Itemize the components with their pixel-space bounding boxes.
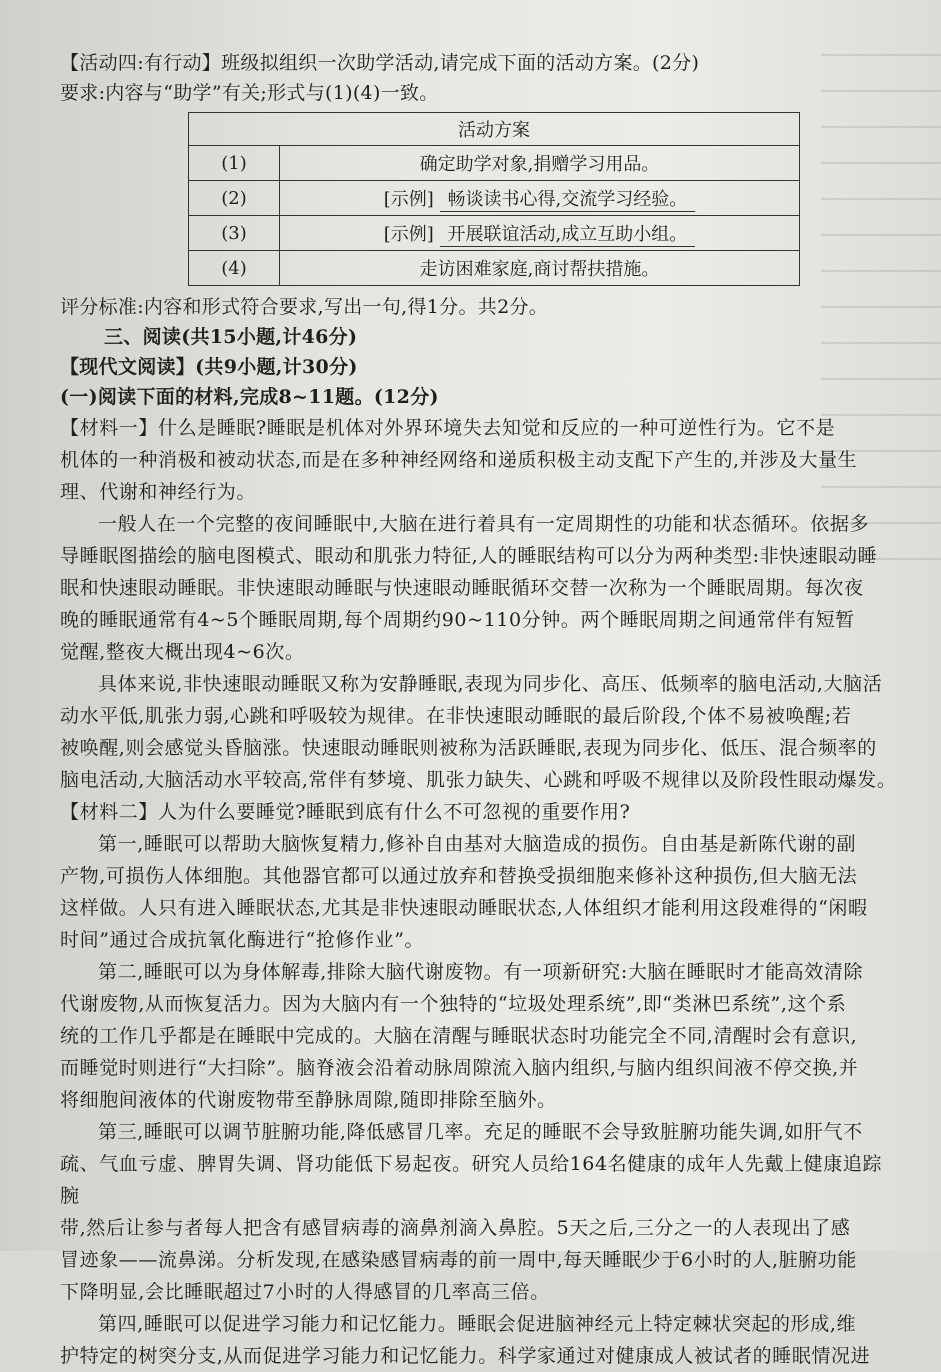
activity-plan-table (188, 112, 800, 286)
passage-line: 统的工作几乎都是在睡眠中完成的。大脑在清醒与睡眠状态时功能完全不同,清醒时会有意识, (60, 1025, 858, 1047)
row-text: 确定助学对象,捐赠学习用品。 (280, 146, 800, 181)
table-row (189, 251, 800, 286)
activity-heading: 【活动四:有行动】班级拟组织一次助学活动,请完成下面的活动方案。(2分) (60, 52, 700, 74)
table-title: 活动方案 (189, 113, 800, 146)
reading-passage (60, 412, 900, 1372)
document-content (60, 48, 900, 1372)
passage-line: 动水平低,肌张力弱,心跳和呼吸较为规律。在非快速眼动睡眠的最后阶段,个体不易被唤醒;若 (60, 705, 852, 727)
row-number: (4) (189, 251, 280, 286)
table-row (189, 216, 800, 251)
passage-line: 时间”通过合成抗氧化酶进行“抢修作业”。 (60, 929, 425, 951)
row-text: 走访困难家庭,商讨帮扶措施。 (280, 251, 800, 286)
passage-line: 护特定的树突分支,从而促进学习能力和记忆能力。科学家通过对健康成人被试者的睡眠情况进 (60, 1345, 871, 1367)
row-number: (2) (189, 181, 280, 216)
passage-line: 导睡眠图描绘的脑电图模式、眼动和肌张力特征,人的睡眠结构可以分为两种类型:非快速眼动睡 (60, 545, 878, 567)
passage-line: 具体来说,非快速眼动睡眠又称为安静睡眠,表现为同步化、高压、低频率的脑电活动,大脑活 (98, 673, 883, 695)
passage-line: 脑电活动,大脑活动水平较高,常伴有梦境、肌张力缺失、心跳和呼吸不规律以及阶段性眼动爆发。 (60, 769, 897, 791)
passage-line: 第三,睡眠可以调节脏腑功能,降低感冒几率。充足的睡眠不会导致脏腑功能失调,如肝气不 (98, 1121, 863, 1143)
row-number: (3) (189, 216, 280, 251)
passage-line: 冒迹象——流鼻涕。分析发现,在感染感冒病毒的前一周中,每天睡眠少于6小时的人,脏腑功能 (60, 1249, 858, 1271)
row-number: (1) (189, 146, 280, 181)
example-tag: [示例] (383, 224, 434, 245)
row-answer (280, 181, 800, 216)
row-answer (280, 216, 800, 251)
passage-line: 机体的一种消极和被动状态,而是在多种神经网络和递质积极主动支配下产生的,并涉及大量生 (60, 449, 858, 471)
passage-line: 第一,睡眠可以帮助大脑恢复精力,修补自由基对大脑造成的损伤。自由基是新陈代谢的副 (98, 833, 857, 855)
section-title: 三、阅读(共15小题,计46分) (104, 326, 358, 348)
activity-requirement: 要求:内容与“助学”有关;形式与(1)(4)一致。 (60, 82, 439, 104)
passage-line: 觉醒,整夜大概出现4~6次。 (60, 641, 305, 663)
passage-line: 一般人在一个完整的夜间睡眠中,大脑在进行着具有一定周期性的功能和状态循环。依据多 (98, 513, 870, 535)
passage-line: 而睡觉时则进行“大扫除”。脑脊液会沿着动脉周隙流入脑内组织,与脑内组织间液不停交换,并 (60, 1057, 859, 1079)
answer-text: 畅谈读书心得,交流学习经验。 (440, 189, 696, 212)
answer-text: 开展联谊活动,成立互助小组。 (440, 224, 696, 247)
passage-line: 眠和快速眼动睡眠。非快速眼动睡眠与快速眼动睡眠循环交替一次称为一个睡眠周期。每次夜 (60, 577, 864, 599)
passage-line: 疏、气血亏虚、脾胃失调、肾功能低下易起夜。研究人员给164名健康的成年人先戴上健康追踪腕 (60, 1153, 883, 1207)
passage-line: 下降明显,会比睡眠超过7小时的人得感冒的几率高三倍。 (60, 1281, 550, 1303)
table-row (189, 181, 800, 216)
passage-line: 被唤醒,则会感觉头昏脑涨。快速眼动睡眠则被称为活跃睡眠,表现为同步化、低压、混合频率的 (60, 737, 877, 759)
section-subtitle: 【现代文阅读】(共9小题,计30分) (60, 356, 358, 378)
passage-line: 带,然后让参与者每人把含有感冒病毒的滴鼻剂滴入鼻腔。5天之后,三分之一的人表现出了感 (60, 1217, 851, 1239)
passage-line: 将细胞间液体的代谢废物带至静脉周隙,随即排除至脑外。 (60, 1089, 557, 1111)
passage-line: 这样做。人只有进入睡眠状态,尤其是非快速眼动睡眠状态,人体组织才能利用这段难得的“闲暇 (60, 897, 868, 919)
passage-line: 理、代谢和神经行为。 (60, 481, 257, 503)
example-tag: [示例] (383, 189, 434, 210)
passage-line: 【材料二】人为什么要睡觉?睡眠到底有什么不可忽视的重要作用? (60, 801, 631, 823)
passage-line: 代谢废物,从而恢复活力。因为大脑内有一个独特的“垃圾处理系统”,即“类淋巴系统”,这个系 (60, 993, 847, 1015)
table-row (189, 146, 800, 181)
passage-line: 晚的睡眠通常有4~5个睡眠周期,每个周期约90~110分钟。两个睡眠周期之间通常伴有短暂 (60, 609, 855, 631)
passage-line: 【材料一】什么是睡眠?睡眠是机体对外界环境失去知觉和反应的一种可逆性行为。它不是 (60, 417, 836, 439)
reading-instruction: (一)阅读下面的材料,完成8~11题。(12分) (60, 386, 439, 408)
passage-line: 第二,睡眠可以为身体解毒,排除大脑代谢废物。有一项新研究:大脑在睡眠时才能高效清除 (98, 961, 864, 983)
passage-line: 产物,可损伤人体细胞。其他器官都可以通过放弃和替换受损细胞来修补这种损伤,但大脑无法 (60, 865, 858, 887)
scoring-standard: 评分标准:内容和形式符合要求,写出一句,得1分。共2分。 (60, 296, 549, 318)
passage-line: 第四,睡眠可以促进学习能力和记忆能力。睡眠会促进脑神经元上特定棘状突起的形成,维 (98, 1313, 857, 1335)
